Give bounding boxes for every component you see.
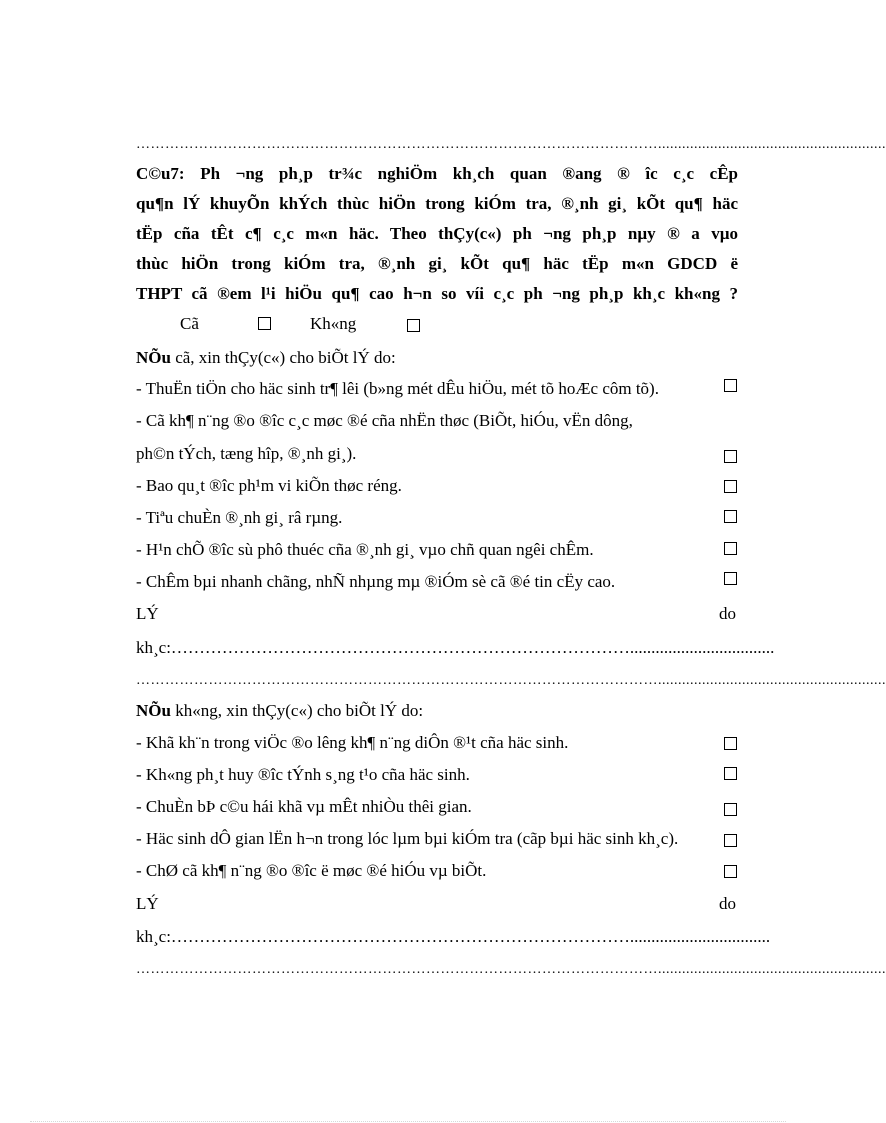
no-checkbox[interactable] xyxy=(407,319,420,332)
yes-reason-2-cont: ph©n tÝch, tæng hîp, ®¸nh gi¸). xyxy=(136,444,357,463)
yes-other-reason-line[interactable]: kh¸c:……………………………………………………………………….................................. xyxy=(136,638,775,657)
no-reason-2-checkbox[interactable] xyxy=(724,767,737,780)
yes-reason-3-checkbox[interactable] xyxy=(724,480,737,493)
question-line-5: THPT cã ®em l¹i hiÖu qu¶ cao h¬n so víi c¸c ph ¬ng ph¸p kh¸c kh«ng ? xyxy=(136,284,738,303)
no-reason-5: - ChØ cã kh¶ n¨ng ®o ®îc ë møc ®é hiÓu vµ biÕt. xyxy=(136,861,487,880)
yes-reason-1: - ThuËn tiÖn cho häc sinh tr¶ lêi (b»ng mét dÊu hiÖu, mét tõ hoÆc côm tõ). xyxy=(136,379,659,398)
heading-bold-word: NÕu xyxy=(136,348,171,367)
no-reason-4: - Häc sinh dÔ gian lËn h¬n trong lóc lµm bµi kiÓm tra (cãp bµi häc sinh kh¸c). xyxy=(136,829,679,848)
yes-reason-2-checkbox[interactable] xyxy=(724,450,737,463)
yes-checkbox[interactable] xyxy=(258,317,271,330)
dotted-answer-line: ………………………………………………………………………………………………......................................................... xyxy=(136,673,886,688)
question-line-2: qu¶n lÝ khuyÕn khÝch thùc hiÖn trong kiÓm tra, ®¸nh gi¸ kÕt qu¶ häc xyxy=(136,194,738,213)
question-line-4: thùc hiÖn trong kiÓm tra, ®¸nh gi¸ kÕt qu¶ häc tËp m«n GDCD ë xyxy=(136,254,738,273)
yes-other-label-do: do xyxy=(719,604,736,623)
dotted-answer-line: ………………………………………………………………………………………………......................................................... xyxy=(136,137,886,152)
question-line-1: C©u7: Ph ¬ng ph¸p tr¾c nghiÖm kh¸ch quan ®ang ® îc c¸c cÊp xyxy=(136,164,738,183)
no-section-heading xyxy=(136,700,423,722)
no-reason-1-checkbox[interactable] xyxy=(724,737,737,750)
no-other-label-do: do xyxy=(719,894,736,913)
no-option-label: Kh«ng xyxy=(310,314,357,333)
yes-reason-1-checkbox[interactable] xyxy=(724,379,737,392)
yes-reason-5-checkbox[interactable] xyxy=(724,542,737,555)
yes-option-label: Cã xyxy=(180,314,199,333)
page-bottom-rule xyxy=(30,1121,786,1122)
yes-section-heading xyxy=(136,347,396,369)
yes-reason-6-checkbox[interactable] xyxy=(724,572,737,585)
yes-reason-6: - ChÊm bµi nhanh chãng, nhÑ nhµng mµ ®iÓm sè cã ®é tin cËy cao. xyxy=(136,572,616,591)
heading-rest: cã, xin thÇy(c«) cho biÕt lÝ do: xyxy=(170,348,396,367)
yes-reason-4: - Tiªu chuÈn ®¸nh gi¸ râ rµng. xyxy=(136,508,343,527)
yes-reason-3: - Bao qu¸t ®îc ph¹m vi kiÕn thøc réng. xyxy=(136,476,402,495)
no-reason-2: - Kh«ng ph¸t huy ®îc tÝnh s¸ng t¹o cña häc sinh. xyxy=(136,765,470,784)
no-reason-4-checkbox[interactable] xyxy=(724,834,737,847)
no-other-reason-line[interactable]: kh¸c:………………………………………………………………………................................. xyxy=(136,927,771,946)
yes-reason-4-checkbox[interactable] xyxy=(724,510,737,523)
no-reason-1: - Khã kh¨n trong viÖc ®o lêng kh¶ n¨ng diÔn ®¹t cña häc sinh. xyxy=(136,733,569,752)
no-reason-3-checkbox[interactable] xyxy=(724,803,737,816)
no-reason-3: - ChuÈn bÞ c©u hái khã vµ mÊt nhiÒu thêi gian. xyxy=(136,797,472,816)
no-reason-5-checkbox[interactable] xyxy=(724,865,737,878)
question-line-3: tËp cña tÊt c¶ c¸c m«n häc. Theo thÇy(c«) ph ¬ng ph¸p nµy ® a vµo xyxy=(136,224,738,243)
heading-bold-word: NÕu xyxy=(136,701,171,720)
heading-rest: kh«ng, xin thÇy(c«) cho biÕt lÝ do: xyxy=(170,701,424,720)
yes-reason-5: - H¹n chÕ ®îc sù phô thuéc cña ®¸nh gi¸ vµo chñ quan ngêi chÊm. xyxy=(136,540,594,559)
yes-other-label: LÝ xyxy=(136,604,159,623)
yes-reason-2: - Cã kh¶ n¨ng ®o ®îc c¸c møc ®é cña nhËn thøc (BiÕt, hiÓu, vËn dông, xyxy=(136,411,633,430)
no-other-label: LÝ xyxy=(136,894,159,913)
dotted-answer-line: ………………………………………………………………………………………………......................................................... xyxy=(136,962,886,977)
